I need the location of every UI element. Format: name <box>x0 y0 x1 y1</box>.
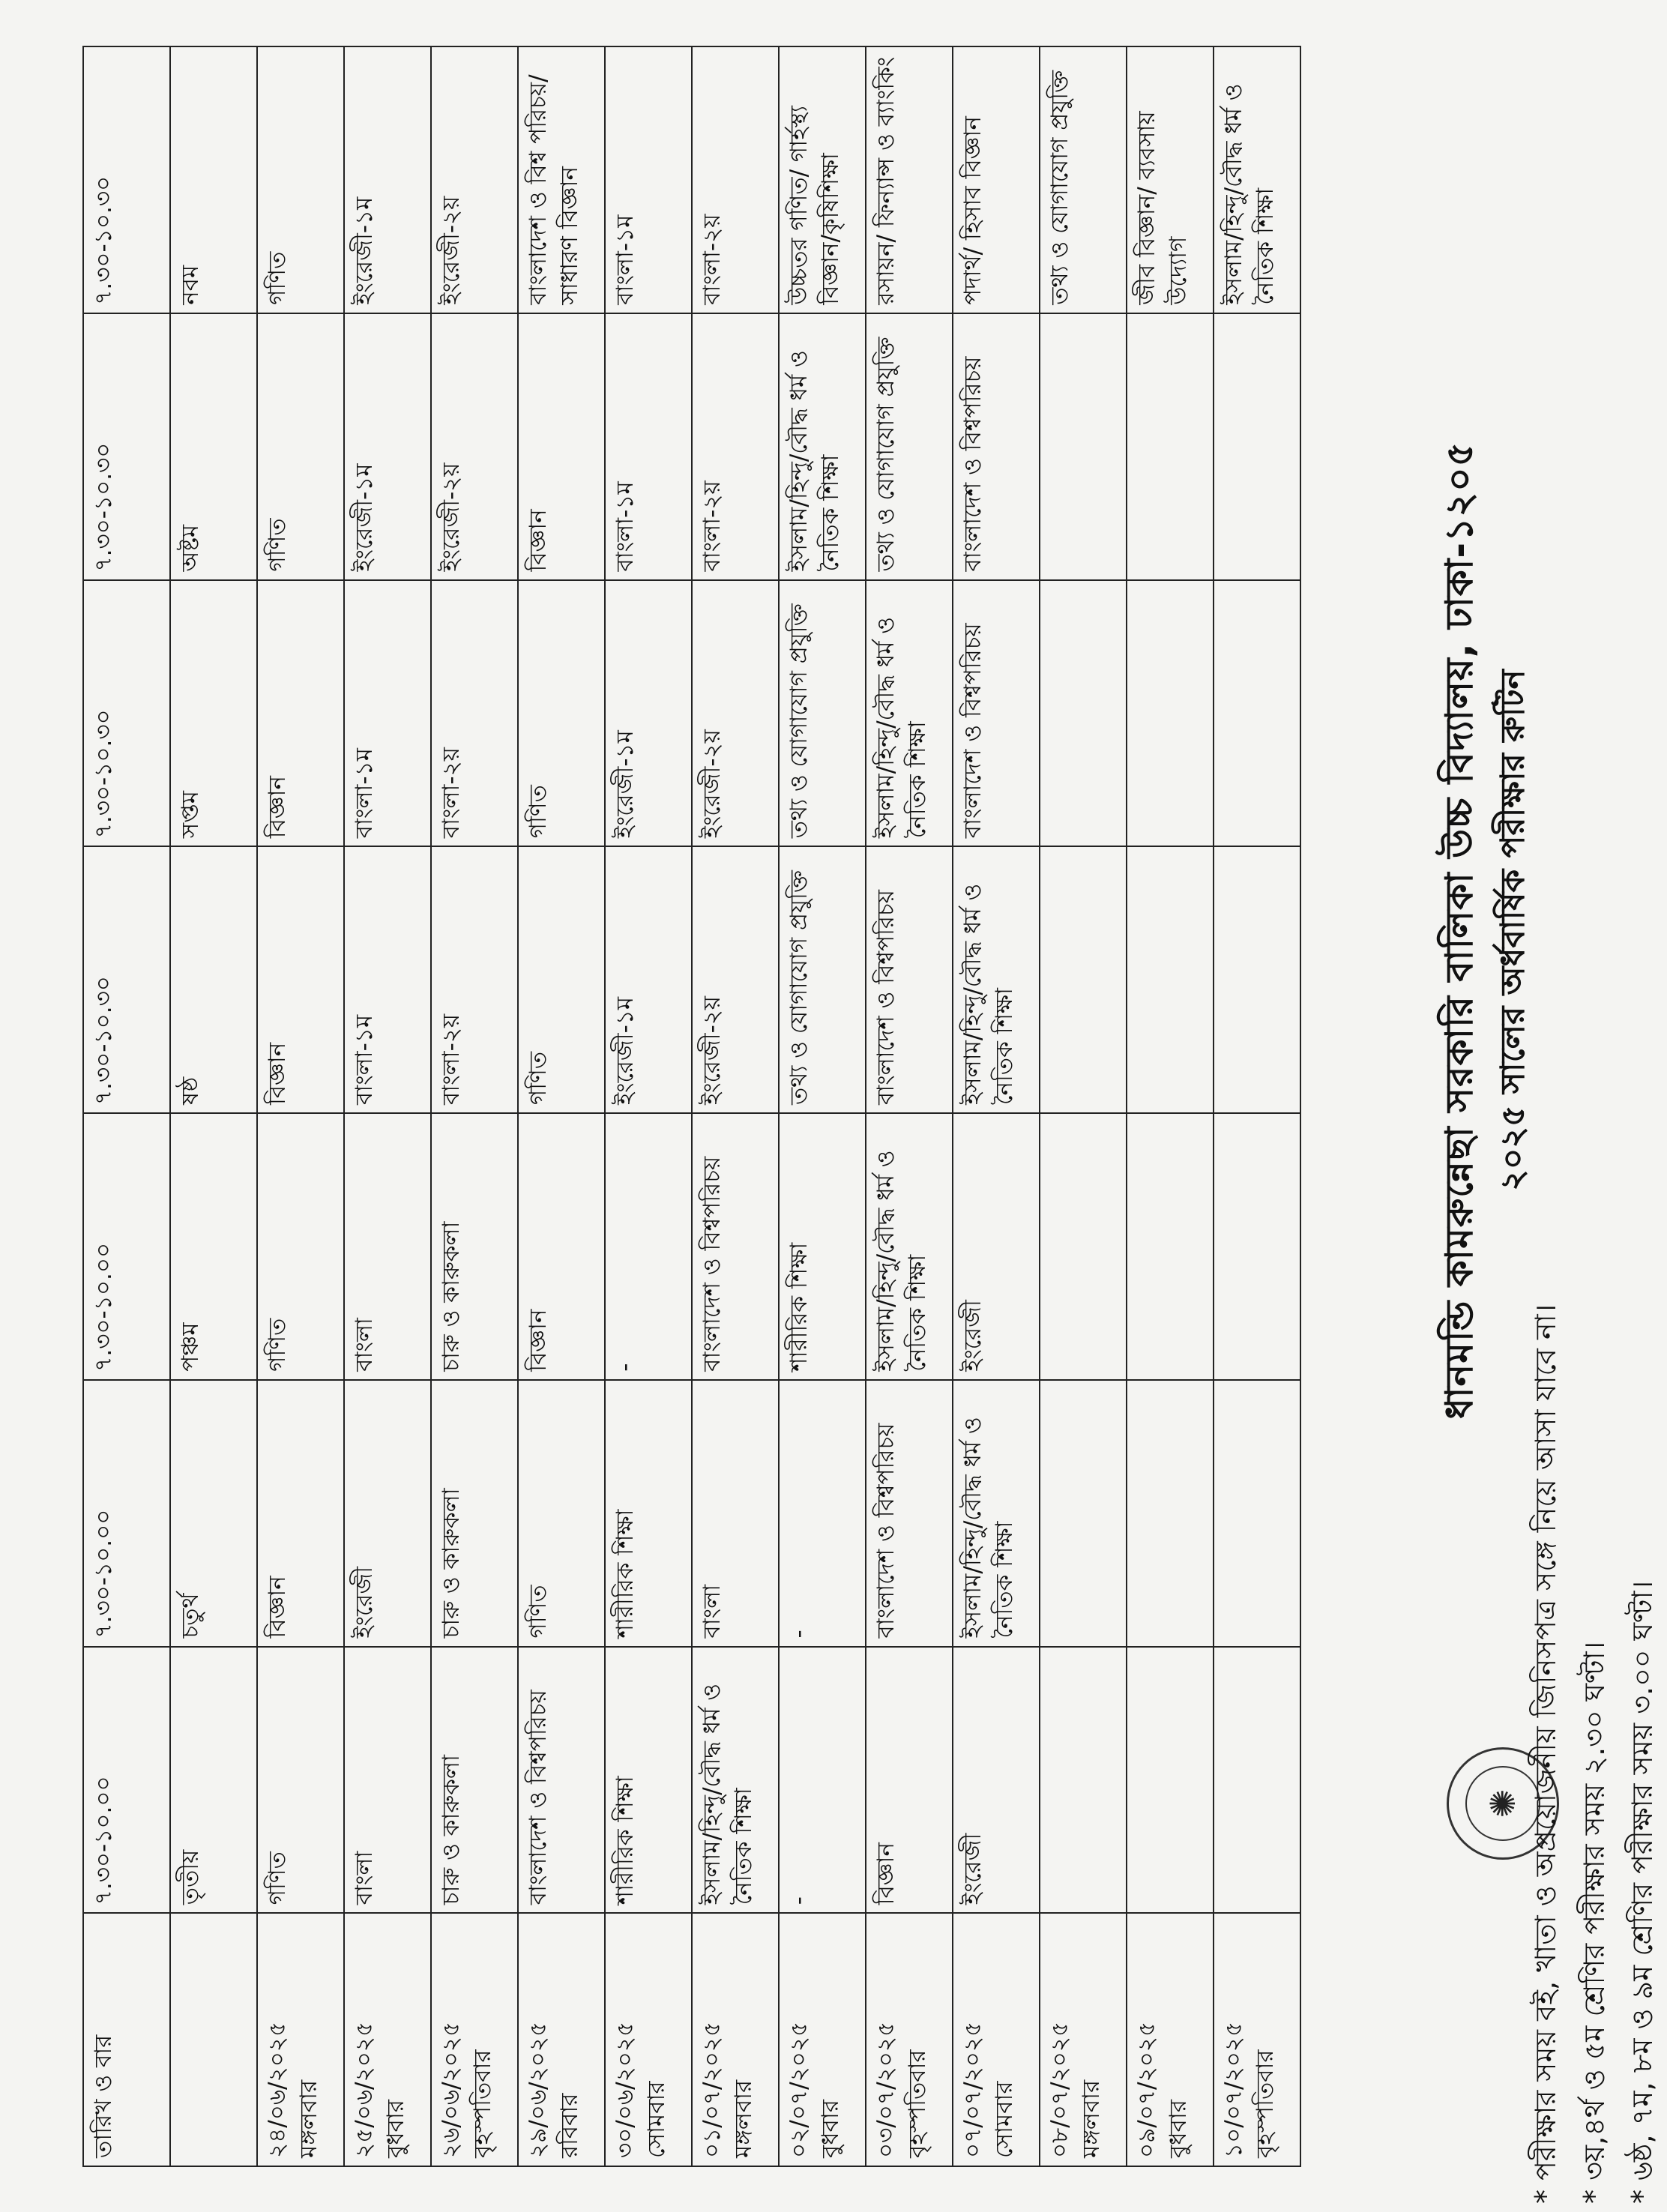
time-cell: ৭.৩০-১০.৩০ <box>83 46 170 313</box>
exam-date: ০৭/০৭/২০২৫ <box>959 2021 986 2158</box>
subject-cell: উচ্চতর গণিত/ গার্হস্থ্য বিজ্ঞান/কৃষিশিক্ষা <box>779 46 866 313</box>
subject-cell: বাংলা <box>344 1113 431 1380</box>
note-line: * ৩য়,৪র্থ ও ৫ম শ্রেণির পরীক্ষার সময় ২.৩০ ঘণ্টা। <box>1577 1641 1611 2204</box>
subject-cell: বাংলা-১ম <box>344 580 431 847</box>
subject-cell: - <box>779 1647 866 1914</box>
notes-block <box>1522 30 1667 2204</box>
exam-routine-table <box>82 46 1301 2167</box>
school-seal-icon: ✺ <box>1447 1747 1559 1860</box>
subject-cell <box>1040 1380 1127 1647</box>
subject-cell: বাংলাদেশ ও বিশ্বপরিচয় <box>518 1647 605 1914</box>
exam-date: ২৪/০৬/২০২৫ <box>264 2021 291 2158</box>
subject-cell: চারু ও কারুকলা <box>431 1647 518 1914</box>
subject-cell: জীব বিজ্ঞান/ ব্যবসায় উদ্যোগ <box>1127 46 1214 313</box>
subject-cell: - <box>779 1380 866 1647</box>
exam-day: সোমবার <box>990 2081 1018 2158</box>
table-row <box>431 46 518 2166</box>
subject-cell: ইংরেজী-২য় <box>692 580 779 847</box>
subject-cell: ইসলাম/হিন্দু/বৌদ্ধ ধর্ম ও নৈতিক শিক্ষা <box>953 846 1040 1113</box>
exam-date: ০১/০৭/২০২৫ <box>699 2021 726 2158</box>
subject-cell: বিজ্ঞান <box>257 846 344 1113</box>
table-row <box>692 46 779 2166</box>
note-line: * পরীক্ষার সময় বই, খাতা ও অপ্রয়োজনীয় জিনিসপত্র সঙ্গে নিয়ে আসা যাবে না। <box>1529 1304 1562 2204</box>
date-cell <box>518 1913 605 2166</box>
subject-cell: বাংলাদেশ ও বিশ্বপরিচয় <box>866 846 953 1113</box>
subject-cell <box>1127 313 1214 580</box>
exam-date: ২৬/০৬/২০২৫ <box>438 2021 465 2158</box>
time-cell: ৭.৩০-১০.০০ <box>83 1380 170 1647</box>
time-cell: ৭.৩০-১০.০০ <box>83 1113 170 1380</box>
table-row <box>953 46 1040 2166</box>
subject-cell <box>1040 1113 1127 1380</box>
subject-cell: বাংলাদেশ ও বিশ্বপরিচয় <box>953 313 1040 580</box>
table-row <box>779 46 866 2166</box>
exam-date: ২৯/০৬/২০২৫ <box>525 2021 552 2158</box>
exam-day: বৃহস্পতিবার <box>468 2049 496 2158</box>
subject-cell: শারীরিক শিক্ষা <box>779 1113 866 1380</box>
date-cell <box>1040 1913 1127 2166</box>
subject-cell: ইসলাম/হিন্দু/বৌদ্ধ ধর্ম ও নৈতিক শিক্ষা <box>866 580 953 847</box>
date-cell <box>1214 1913 1300 2166</box>
exam-date: ১০/০৭/২০২৫ <box>1220 2021 1247 2158</box>
subject-cell: ইংরেজী <box>953 1647 1040 1914</box>
subject-cell: ইংরেজী-২য় <box>431 313 518 580</box>
subject-cell: ইসলাম/হিন্দু/বৌদ্ধ ধর্ম ও নৈতিক শিক্ষা <box>953 1380 1040 1647</box>
subject-cell: বাংলা-১ম <box>344 846 431 1113</box>
subject-cell: বাংলাদেশ ও বিশ্বপরিচয় <box>692 1113 779 1380</box>
exam-date: ৩০/০৬/২০২৫ <box>612 2021 639 2158</box>
subject-cell <box>1040 1647 1127 1914</box>
subject-cell: তথ্য ও যোগাযোগ প্রযুক্তি <box>1040 46 1127 313</box>
subject-cell: শারীরিক শিক্ষা <box>605 1380 692 1647</box>
date-cell <box>953 1913 1040 2166</box>
subject-cell <box>1040 580 1127 847</box>
subject-cell <box>1127 1647 1214 1914</box>
page-subtitle: ২০২৫ সালের অর্ধবার্ষিক পরীক্ষার রুটিন <box>1494 669 1532 1191</box>
subject-cell: ইংরেজী-১ম <box>605 580 692 847</box>
subject-cell: বিজ্ঞান <box>518 313 605 580</box>
date-cell <box>431 1913 518 2166</box>
table-row <box>344 46 431 2166</box>
subject-cell: বিজ্ঞান <box>866 1647 953 1914</box>
table-row <box>866 46 953 2166</box>
subject-cell: চারু ও কারুকলা <box>431 1113 518 1380</box>
subject-cell: - <box>605 1113 692 1380</box>
date-cell <box>344 1913 431 2166</box>
subject-cell <box>1214 580 1300 847</box>
subject-cell: গণিত <box>257 313 344 580</box>
subject-cell <box>1040 846 1127 1113</box>
subject-cell: ইংরেজী-১ম <box>344 46 431 313</box>
exam-date: ০২/০৭/২০২৫ <box>786 2021 813 2158</box>
class-header-cell: অষ্টম <box>170 313 257 580</box>
table-row <box>257 46 344 2166</box>
subject-cell: বিজ্ঞান <box>518 1113 605 1380</box>
class-header-cell: নবম <box>170 46 257 313</box>
note-line: * ৬ষ্ঠ, ৭ম, ৮ম ও ৯ম শ্রেণির পরীক্ষার সময় ৩.০০ ঘণ্টা। <box>1626 1580 1660 2204</box>
time-cell: ৭.৩০-১০.৩০ <box>83 846 170 1113</box>
subject-cell <box>1214 846 1300 1113</box>
subject-cell: বাংলা <box>692 1380 779 1647</box>
subject-cell: তথ্য ও যোগাযোগ প্রযুক্তি <box>779 580 866 847</box>
exam-date: ০৯/০৭/২০২৫ <box>1133 2021 1160 2158</box>
subject-cell: গণিত <box>257 46 344 313</box>
date-cell <box>605 1913 692 2166</box>
table-row <box>518 46 605 2166</box>
subject-cell: বাংলাদেশ ও বিশ্বপরিচয় <box>866 1380 953 1647</box>
subject-cell: তথ্য ও যোগাযোগ প্রযুক্তি <box>866 313 953 580</box>
date-cell <box>692 1913 779 2166</box>
subject-cell: গণিত <box>257 1113 344 1380</box>
exam-day: বুধবার <box>1164 2100 1192 2158</box>
class-row <box>170 46 257 2166</box>
subject-cell: বাংলাদেশ ও বিশ্ব পরিচয়/ সাধারণ বিজ্ঞান <box>518 46 605 313</box>
subject-cell: বাংলা-১ম <box>605 46 692 313</box>
exam-date: ০৩/০৭/২০২৫ <box>872 2021 899 2158</box>
subject-cell: বাংলা <box>344 1647 431 1914</box>
subject-cell: বিজ্ঞান <box>257 580 344 847</box>
subject-cell <box>1127 1113 1214 1380</box>
subject-cell: গণিত <box>257 1647 344 1914</box>
subject-cell <box>1214 1380 1300 1647</box>
date-cell <box>1127 1913 1214 2166</box>
subject-cell: ইংরেজী-১ম <box>344 313 431 580</box>
table-row <box>1214 46 1300 2166</box>
exam-day: বুধবার <box>816 2100 844 2158</box>
subject-cell: ইংরেজী <box>344 1380 431 1647</box>
table-row <box>605 46 692 2166</box>
subject-cell: শারীরিক শিক্ষা <box>605 1647 692 1914</box>
exam-day: মঙ্গলবার <box>295 2079 322 2158</box>
subject-cell: ইংরেজী-২য় <box>692 846 779 1113</box>
date-cell <box>866 1913 953 2166</box>
exam-day: রবিবার <box>555 2093 583 2158</box>
subject-cell: গণিত <box>518 846 605 1113</box>
date-cell <box>779 1913 866 2166</box>
subject-cell: ইসলাম/হিন্দু/বৌদ্ধ ধর্ম ও নৈতিক শিক্ষা <box>692 1647 779 1914</box>
subject-cell <box>1214 1647 1300 1914</box>
subject-cell: পদার্থ/ হিসাব বিজ্ঞান <box>953 46 1040 313</box>
time-row <box>83 46 170 2166</box>
subject-cell: ইসলাম/হিন্দু/বৌদ্ধ ধর্ম ও নৈতিক শিক্ষা <box>779 313 866 580</box>
date-cell <box>257 1913 344 2166</box>
subject-cell: বাংলা-২য় <box>692 46 779 313</box>
subject-cell: ইসলাম/হিন্দু/বৌদ্ধ ধর্ম ও নৈতিক শিক্ষা <box>866 1113 953 1380</box>
subject-cell: বাংলা-২য় <box>431 580 518 847</box>
subject-cell: রসায়ন/ ফিন্যান্স ও ব্যাংকিং <box>866 46 953 313</box>
subject-cell: গণিত <box>518 1380 605 1647</box>
subject-cell: গণিত <box>518 580 605 847</box>
exam-day: মঙ্গলবার <box>729 2079 757 2158</box>
table-row <box>1040 46 1127 2166</box>
class-header-cell: ষষ্ঠ <box>170 846 257 1113</box>
class-header-cell <box>170 1913 257 2166</box>
subject-cell: বাংলা-১ম <box>605 313 692 580</box>
subject-cell: ইংরেজী-২য় <box>431 46 518 313</box>
time-cell: ৭.৩০-১০.৩০ <box>83 580 170 847</box>
subject-cell: বাংলা-২য় <box>692 313 779 580</box>
subject-cell: ইংরেজী <box>953 1113 1040 1380</box>
exam-day: মঙ্গলবার <box>1077 2079 1105 2158</box>
subject-cell <box>1127 1380 1214 1647</box>
exam-date: ২৫/০৬/২০২৫ <box>351 2021 378 2158</box>
subject-cell <box>1214 1113 1300 1380</box>
date-header-cell: তারিখ ও বার <box>83 1913 170 2166</box>
class-header-cell: তৃতীয় <box>170 1647 257 1914</box>
subject-cell: ইংরেজী-১ম <box>605 846 692 1113</box>
subject-cell <box>1214 313 1300 580</box>
table-row <box>1127 46 1214 2166</box>
class-header-cell: পঞ্চম <box>170 1113 257 1380</box>
page-title: ধানমন্ডি কামরুন্নেছা সরকারি বালিকা উচ্চ বিদ্যালয়, ঢাকা-১২০৫ <box>1438 441 1481 1420</box>
subject-cell: তথ্য ও যোগাযোগ প্রযুক্তি <box>779 846 866 1113</box>
class-header-cell: সপ্তম <box>170 580 257 847</box>
exam-day: বৃহস্পতিবার <box>1251 2049 1279 2158</box>
subject-cell: বাংলাদেশ ও বিশ্বপরিচয় <box>953 580 1040 847</box>
time-cell: ৭.৩০-১০.৩০ <box>83 313 170 580</box>
subject-cell: বাংলা-২য় <box>431 846 518 1113</box>
class-header-cell: চতুর্থ <box>170 1380 257 1647</box>
subject-cell: বিজ্ঞান <box>257 1380 344 1647</box>
subject-cell <box>1127 846 1214 1113</box>
time-cell: ৭.৩০-১০.০০ <box>83 1647 170 1914</box>
exam-day: বুধবার <box>382 2100 409 2158</box>
subject-cell: চারু ও কারুকলা <box>431 1380 518 1647</box>
exam-day: সোমবার <box>642 2081 670 2158</box>
exam-date: ০৮/০৭/২০২৫ <box>1046 2021 1073 2158</box>
subject-cell <box>1127 580 1214 847</box>
exam-day: বৃহস্পতিবার <box>903 2049 931 2158</box>
subject-cell: ইসলাম/হিন্দু/বৌদ্ধ ধর্ম ও নৈতিক শিক্ষা <box>1214 46 1300 313</box>
subject-cell <box>1040 313 1127 580</box>
